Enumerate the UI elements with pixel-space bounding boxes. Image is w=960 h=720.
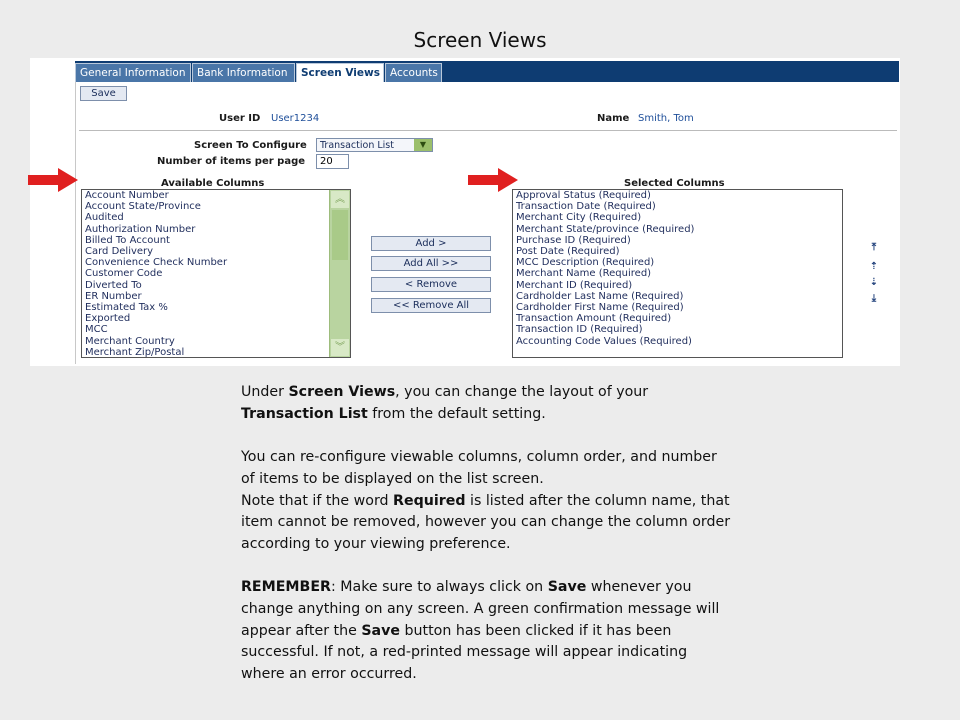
list-item[interactable]: Merchant Country (85, 335, 175, 347)
chevron-down-icon[interactable]: ▼ (414, 139, 432, 151)
red-arrow-right-icon (468, 168, 518, 192)
move-bottom-icon[interactable]: ⤓ (871, 293, 877, 304)
list-item[interactable]: MCC Description (Required) (516, 257, 655, 269)
tab-accounts[interactable]: Accounts (385, 63, 442, 82)
red-arrow-left-icon (28, 168, 78, 192)
list-item[interactable]: Transaction Amount (Required) (516, 313, 672, 325)
list-item[interactable]: Cardholder Last Name (Required) (516, 290, 684, 302)
add-button[interactable]: Add > (371, 236, 491, 251)
list-item[interactable]: Merchant City (Required) (516, 212, 642, 224)
tab-bank-information[interactable]: Bank Information (192, 63, 295, 82)
move-top-icon[interactable]: ⤒ (871, 242, 877, 253)
description (241, 382, 731, 708)
tab-screen-views[interactable]: Screen Views (296, 63, 384, 82)
list-item[interactable]: Audited (85, 212, 124, 224)
list-item[interactable]: Accounting Code Values (Required) (516, 335, 692, 347)
description-paragraph-1: Under Screen Views, you can change the layout of your Transaction List from the default setting. (241, 384, 649, 422)
list-item[interactable]: Post Date (Required) (516, 246, 620, 258)
scroll-up-icon[interactable]: ︽ (331, 191, 349, 208)
screen-to-configure-label: Screen To Configure (194, 140, 307, 151)
list-item[interactable]: Merchant State/province (Required) (516, 223, 695, 235)
description-paragraph-2: You can re-configure viewable columns, column order, and number of items to be displayed on the list screen. Note that if the word Required is listed after the column name, that item cannot be removed, however you can change the column order according to your viewing preference. (241, 449, 731, 552)
list-item[interactable]: Exported (85, 313, 131, 325)
move-down-icon[interactable]: ⇣ (869, 277, 879, 288)
name-label: Name (597, 113, 630, 124)
user-id-value: User1234 (271, 113, 320, 124)
screen-to-configure-select[interactable] (316, 138, 433, 152)
list-item[interactable]: MCC (85, 324, 108, 336)
list-item[interactable]: Estimated Tax % (85, 302, 168, 314)
user-id-label: User ID (219, 113, 261, 124)
remove-button[interactable]: < Remove (371, 277, 491, 292)
slide-title: Screen Views (413, 28, 547, 52)
list-item[interactable]: Card Delivery (85, 246, 154, 258)
list-item[interactable]: Convenience Check Number (85, 257, 228, 269)
selected-columns-header: Selected Columns (624, 178, 725, 189)
available-columns-list[interactable] (81, 189, 351, 358)
list-item[interactable]: Authorization Number (85, 223, 196, 235)
tab-general-information[interactable]: General Information (75, 63, 191, 82)
description-paragraph-3: REMEMBER: Make sure to always click on Save whenever you change anything on any screen. A green confirmation message will appear after the Save button has been clicked if it has been successful. If not, a red-printed message will appear indicating where an error occurred. (241, 579, 720, 683)
list-item[interactable]: Customer Code (85, 268, 163, 280)
scroll-down-icon[interactable]: ︾ (331, 339, 349, 356)
list-item[interactable]: Merchant Zip/Postal (85, 346, 185, 358)
items-per-page-input[interactable]: 20 (316, 154, 349, 169)
available-columns-header: Available Columns (161, 178, 265, 189)
add-all-button[interactable]: Add All >> (371, 256, 491, 271)
list-item[interactable]: Diverted To (85, 279, 142, 291)
available-scrollbar[interactable] (329, 190, 350, 357)
move-up-icon[interactable]: ⇡ (869, 261, 879, 272)
remove-all-button[interactable]: << Remove All (371, 298, 491, 313)
save-button[interactable]: Save (80, 86, 127, 101)
list-item[interactable]: Merchant ID (Required) (516, 279, 633, 291)
list-item[interactable]: ER Number (85, 290, 142, 302)
selected-columns-list[interactable] (512, 189, 843, 358)
tab-bar (75, 61, 899, 82)
list-item[interactable]: Approval Status (Required) (516, 190, 651, 201)
items-per-page-label: Number of items per page (157, 156, 306, 167)
list-item[interactable]: Merchant Name (Required) (516, 268, 652, 280)
screenshot-panel (30, 58, 900, 366)
list-item[interactable]: Transaction ID (Required) (516, 324, 643, 336)
list-item[interactable]: Account Number (85, 190, 169, 201)
list-item[interactable]: Purchase ID (Required) (516, 234, 631, 246)
divider (79, 130, 897, 131)
list-item[interactable]: Transaction Date (Required) (516, 201, 656, 213)
scroll-thumb[interactable] (332, 210, 348, 260)
name-value: Smith, Tom (638, 113, 694, 124)
list-item[interactable]: Billed To Account (85, 234, 170, 246)
list-item[interactable]: Cardholder First Name (Required) (516, 302, 684, 314)
screen-select-value: Transaction List (320, 140, 394, 151)
list-item[interactable]: Account State/Province (85, 201, 201, 213)
